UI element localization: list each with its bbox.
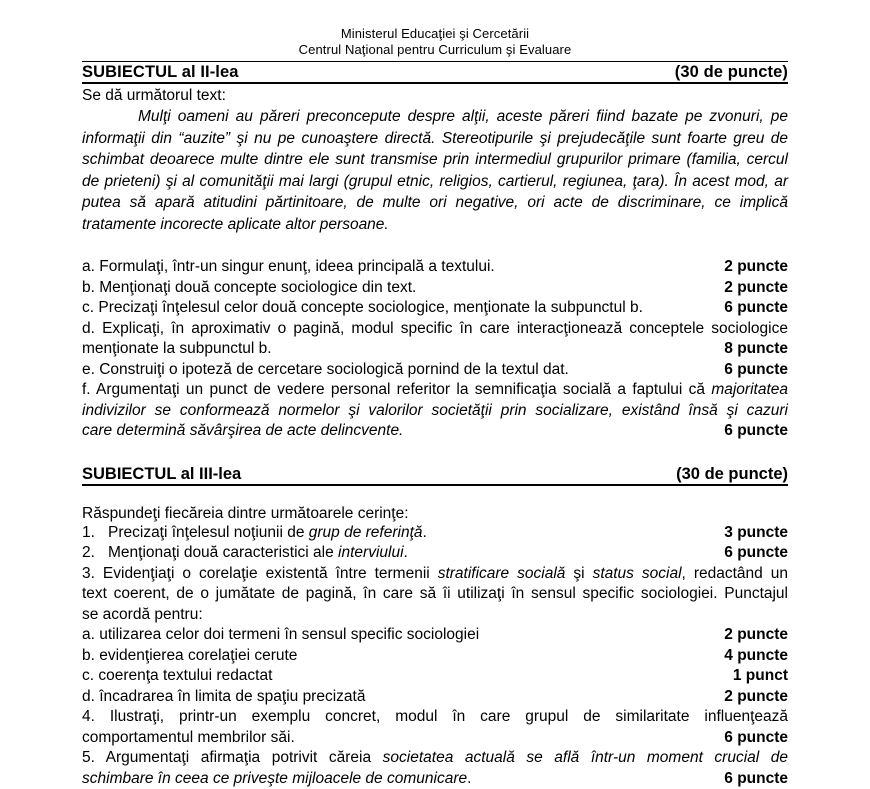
task-item-c-text: c. Precizaţi înţelesul celor două concepte sociologice, menţionate la subpunctul b.: [82, 298, 655, 319]
task-subitem-d-points: 2 puncte: [724, 687, 788, 708]
task-subitem-a-points: 2 puncte: [724, 625, 788, 646]
task-subitem-b: [82, 646, 788, 667]
task-item-e: [82, 360, 788, 381]
task-item-a-text: a. Formulaţi, într-un singur enunţ, ideea principală a textului.: [82, 257, 507, 278]
task-subitem-a: [82, 625, 788, 646]
task-item-b-points: 2 puncte: [724, 278, 788, 299]
task-item-f-points: 6 puncte: [724, 421, 788, 442]
task-item-3-line-1-b: şi: [565, 565, 592, 582]
subject-2-points: (30 de puncte): [675, 62, 788, 82]
task-item-5-line-2-tail: .: [467, 770, 471, 787]
task-item-3: [82, 564, 788, 626]
task-item-1-body: [82, 523, 439, 544]
task-subitem-d: [82, 687, 788, 708]
task-item-4-line-2-row: [82, 728, 788, 749]
task-item-e-points: 6 puncte: [724, 360, 788, 381]
task-item-e-text: e. Construiţi o ipoteză de cercetare sociologică pornind de la textul dat.: [82, 360, 581, 381]
task-item-1-text-after: .: [423, 524, 427, 541]
task-item-f-line-1-italic: majoritatea: [711, 381, 788, 398]
subject-2-lead: Se dă următorul text:: [82, 86, 788, 105]
task-item-5-line-2: [82, 769, 471, 789]
task-item-c-points: 6 puncte: [724, 298, 788, 319]
task-item-3-line-3: se acordă pentru:: [82, 605, 788, 626]
subject-3-lead: Răspundeţi fiecăreia dintre următoarele cerinţe:: [82, 504, 788, 523]
task-item-3-term-2: status social: [593, 565, 682, 582]
task-item-f-line-3: care determină săvârşirea de acte delincvente.: [82, 421, 403, 442]
task-subitem-b-text: b. evidenţierea corelaţiei cerute: [82, 646, 309, 667]
task-item-b: [82, 278, 788, 299]
institution-line: Centrul Naţional pentru Curriculum şi Evaluare: [82, 42, 788, 58]
task-item-2-body: [82, 543, 420, 564]
task-item-f-line-1-roman: f. Argumentaţi un punct de vedere personal referitor la semnificaţia socială a faptului că: [82, 381, 711, 398]
task-item-3-line-1-c: , redactând un: [682, 565, 788, 582]
task-item-d-line-2: menţionate la subpunctul b.: [82, 339, 272, 360]
task-item-2-number: 2.: [82, 543, 108, 564]
task-item-1-text-before: Precizaţi înţelesul noţiunii de: [108, 524, 309, 541]
task-item-2-term: interviului: [338, 544, 403, 561]
task-subitem-c-points: 1 punct: [733, 666, 788, 687]
subject-2-passage: Mulţi oameni au păreri preconcepute despre alţii, aceste păreri fiind bazate pe zvonuri, pe informaţii din “auzite” şi nu pe cunoaştere directă. Stereotipurile şi prejudecăţile sunt foarte greu de schimbat deoarece multe dintre ele sunt transmise prin intermediul grupurilor primare (familia, cercul de prieteni) şi al comunităţii mai largi (grupul etnic, religios, cartierul, regiunea, ţara). În acest mod, ar putea să apară atitudini părtinitoare, de multe ori negative, ori acte de discriminare, ce implică tratamente incorecte aplicate altor persoane.: [82, 106, 788, 235]
task-item-a: [82, 257, 788, 278]
task-item-c: [82, 298, 788, 319]
task-item-5-line-1-roman: 5. Argumentaţi afirmaţia potrivit căreia: [82, 749, 383, 766]
task-item-f-line-2: indivizilor se conformează normelor şi valorilor societăţii prin socializare, existând însă şi cazuri: [82, 401, 788, 422]
task-item-4-line-2: comportamentul membrilor săi.: [82, 728, 295, 749]
task-item-3-term-1: stratificare socială: [438, 565, 566, 582]
task-item-1: [82, 523, 788, 544]
task-item-4: [82, 707, 788, 748]
task-item-3-line-1-a: 3. Evidenţiaţi o corelaţie existentă între termenii: [82, 565, 438, 582]
subject-2-title: SUBIECTUL al II-lea: [82, 62, 239, 82]
task-subitem-c-text: c. coerenţa textului redactat: [82, 666, 284, 687]
task-item-a-points: 2 puncte: [724, 257, 788, 278]
task-item-f: [82, 380, 788, 442]
task-item-2-text-after: .: [404, 544, 408, 561]
task-item-d: [82, 319, 788, 360]
subject-3-points: (30 de puncte): [676, 464, 788, 484]
task-item-5-line-2-row: [82, 769, 788, 789]
spacer: [82, 486, 788, 502]
task-item-5-line-1: [82, 748, 788, 769]
task-subitem-b-points: 4 puncte: [724, 646, 788, 667]
task-item-1-term: grup de referinţă: [309, 524, 423, 541]
task-item-4-line-1: 4. Ilustraţi, printr-un exemplu concret, modul în care grupul de similaritate influenţează: [82, 707, 788, 728]
task-item-5-points: 6 puncte: [724, 769, 788, 789]
task-item-5-line-2-italic: schimbare în ceea ce priveşte mijloacele de comunicare: [82, 770, 467, 787]
task-subitem-a-text: a. utilizarea celor doi termeni în sensul specific sociologiei: [82, 625, 491, 646]
task-item-5: [82, 748, 788, 789]
task-item-d-line-2-row: [82, 339, 788, 360]
task-subitem-d-text: d. încadrarea în limita de spaţiu precizată: [82, 687, 377, 708]
task-item-3-line-2: text coerent, de o jumătate de pagină, în care să îi utilizaţi în sensul specific sociologiei. Punctajul: [82, 584, 788, 605]
task-item-b-text: b. Menţionaţi două concepte sociologice din text.: [82, 278, 428, 299]
task-item-4-points: 6 puncte: [724, 728, 788, 749]
spacer: [82, 442, 788, 464]
subject-3-heading: [82, 464, 788, 486]
task-item-5-line-1-italic: societatea actuală se află într-un moment crucial de: [383, 749, 788, 766]
subject-2-heading: [82, 62, 788, 84]
task-item-2-text-before: Menţionaţi două caracteristici ale: [108, 544, 338, 561]
spacer: [82, 235, 788, 257]
task-item-f-line-1: [82, 380, 788, 401]
task-item-1-number: 1.: [82, 523, 108, 544]
task-item-2-points: 6 puncte: [724, 543, 788, 564]
task-subitem-c: [82, 666, 788, 687]
task-item-1-points: 3 puncte: [724, 523, 788, 544]
task-item-d-line-1: d. Explicaţi, în aproximativ o pagină, modul specific în care interacţionează conceptele sociologice: [82, 319, 788, 340]
task-item-d-points: 8 puncte: [724, 339, 788, 360]
document-header: [82, 26, 788, 58]
task-item-3-line-1: [82, 564, 788, 585]
subject-3-title: SUBIECTUL al III-lea: [82, 464, 241, 484]
ministry-line: Ministerul Educaţiei şi Cercetării: [82, 26, 788, 42]
task-item-2: [82, 543, 788, 564]
task-item-f-line-3-row: [82, 421, 788, 442]
